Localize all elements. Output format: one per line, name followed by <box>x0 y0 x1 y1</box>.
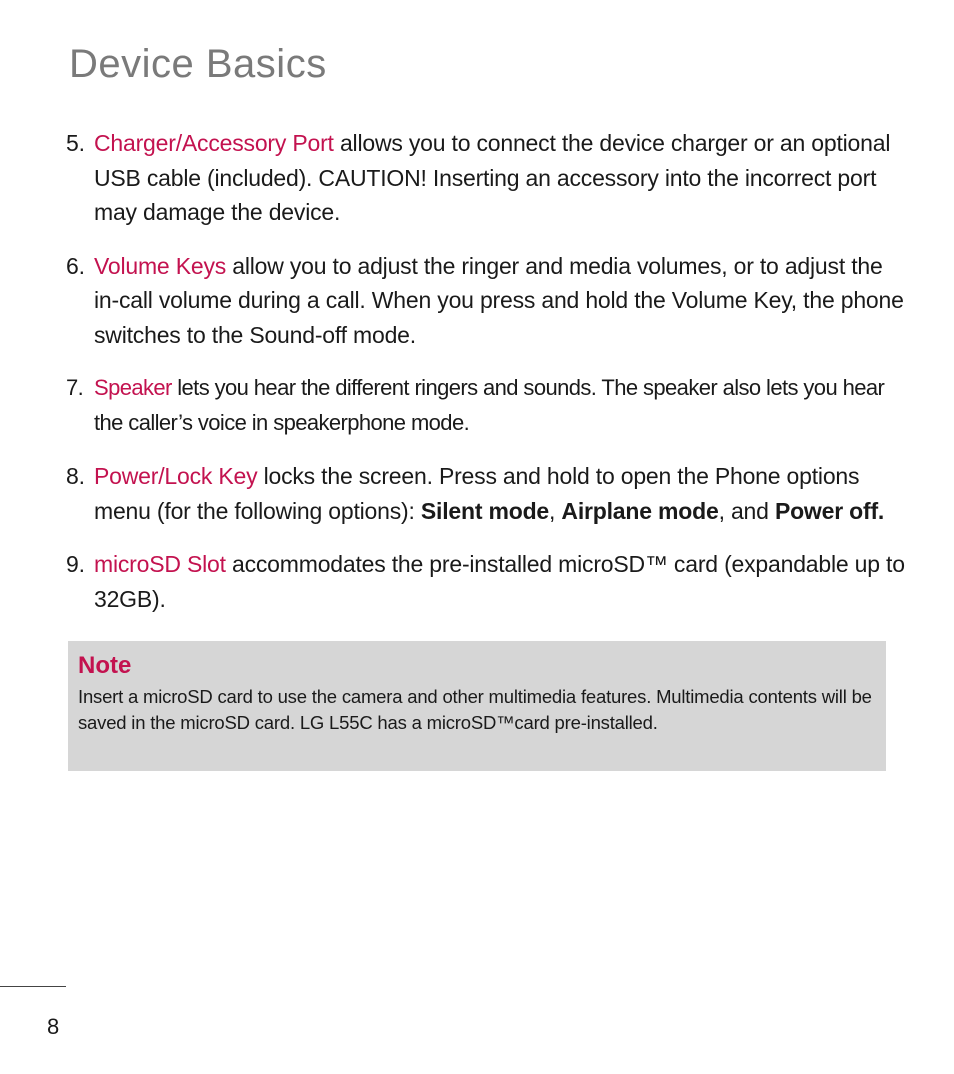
item-number: 7. <box>66 375 84 400</box>
item-number: 5. <box>66 130 85 156</box>
item-text: allow you to adjust the ringer and media volumes, or to adjust the in-call volume during a call. When you press and hold the Volume Key, the phone switches to the Sound-off mode. <box>94 252 904 348</box>
item-term: Speaker <box>94 375 172 400</box>
item-term: Volume Keys <box>94 252 227 279</box>
option-power-off: Power off. <box>774 497 885 524</box>
list-item <box>66 126 906 230</box>
option-airplane-mode: Airplane mode <box>561 497 719 524</box>
item-text: lets you hear the different ringers and sounds. The speaker also lets you hear the caller’s voice in speakerphone mode. <box>94 375 885 435</box>
list-item <box>66 547 906 616</box>
page-title: Device Basics <box>69 42 327 86</box>
note-body: Insert a microSD card to use the camera and other multimedia features. Multimedia contents will be saved in the microSD card. LG L55C has a microSD™card pre-installed. <box>78 686 872 733</box>
item-number: 8. <box>66 463 85 489</box>
note-title: Note <box>78 652 132 679</box>
item-number: 9. <box>66 551 85 577</box>
list-item <box>66 249 906 353</box>
item-term: microSD Slot <box>94 551 226 577</box>
page-number: 8 <box>47 1014 60 1039</box>
item-term: Charger/Accessory Port <box>94 130 334 156</box>
footer-divider <box>0 986 66 987</box>
note-box <box>68 641 886 771</box>
separator: , and <box>718 497 775 524</box>
item-term: Power/Lock Key <box>94 463 258 489</box>
separator: , <box>549 497 562 524</box>
list-item <box>66 371 906 440</box>
list-item <box>66 459 906 528</box>
item-text: accommodates the pre-installed microSD™ card (expandable up to 32GB). <box>94 551 905 612</box>
item-text: allows you to connect the device charger or an optional USB cable (included). CAUTION! Inserting an accessory into the incorrect port may damage the device. <box>94 130 891 225</box>
item-text: locks the screen. Press and hold to open the Phone options menu (for the following options): <box>94 463 860 524</box>
feature-list <box>66 126 906 635</box>
item-number: 6. <box>66 252 85 279</box>
option-silent-mode: Silent mode <box>420 497 550 524</box>
